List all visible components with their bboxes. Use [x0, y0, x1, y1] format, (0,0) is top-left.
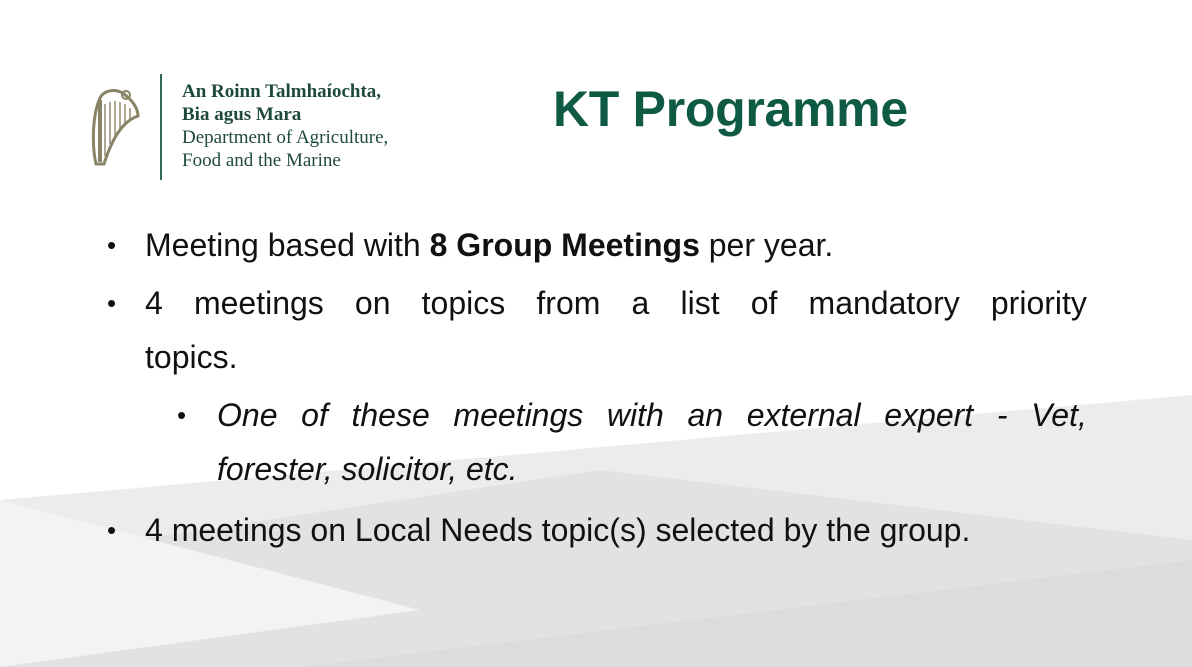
- word: these: [351, 397, 430, 433]
- bullet-1-bold: 8 Group Meetings: [429, 227, 700, 263]
- bullet-1-pre: Meeting based with: [145, 227, 430, 263]
- word: external: [746, 397, 861, 433]
- word: from: [536, 285, 601, 321]
- word: list: [680, 285, 720, 321]
- word: of: [301, 397, 328, 433]
- word: on: [354, 285, 391, 321]
- word: topics: [421, 285, 506, 321]
- bullet-marker: •: [107, 230, 117, 260]
- dept-line-english-2: Food and the Marine: [182, 150, 341, 171]
- word: a: [631, 285, 650, 321]
- word: mandatory: [808, 285, 960, 321]
- word: an: [687, 397, 724, 433]
- bullet-1: [145, 218, 833, 272]
- sub-bullet-line-2: forester, solicitor, etc.: [217, 451, 518, 487]
- word: priority: [990, 285, 1087, 321]
- dept-line-irish-2: Bia agus Mara: [182, 104, 302, 125]
- slide-title: KT Programme: [553, 81, 908, 137]
- word: of: [750, 285, 778, 321]
- sub-bullet-line-1: [217, 388, 1087, 442]
- dept-line-english-1: Department of Agriculture,: [182, 127, 389, 148]
- bullet-1-post: per year.: [699, 227, 834, 263]
- bullet-3: 4 meetings on Local Needs topic(s) selected by the group.: [145, 512, 971, 548]
- word: One: [217, 397, 278, 433]
- sub-bullet-marker: •: [177, 400, 187, 430]
- bullet-marker: •: [107, 288, 117, 318]
- word: with: [606, 397, 664, 433]
- bullet-2-line-1: [145, 276, 1087, 330]
- word: expert: [884, 397, 974, 433]
- bullet-marker: •: [107, 515, 117, 545]
- word: 4: [145, 285, 163, 321]
- word: meetings: [193, 285, 324, 321]
- bullet-2-line-2: topics.: [145, 339, 238, 375]
- word: meetings: [453, 397, 584, 433]
- word: -: [996, 397, 1008, 433]
- dept-line-irish-1: An Roinn Talmhaíochta,: [182, 81, 382, 102]
- word: Vet,: [1031, 397, 1087, 433]
